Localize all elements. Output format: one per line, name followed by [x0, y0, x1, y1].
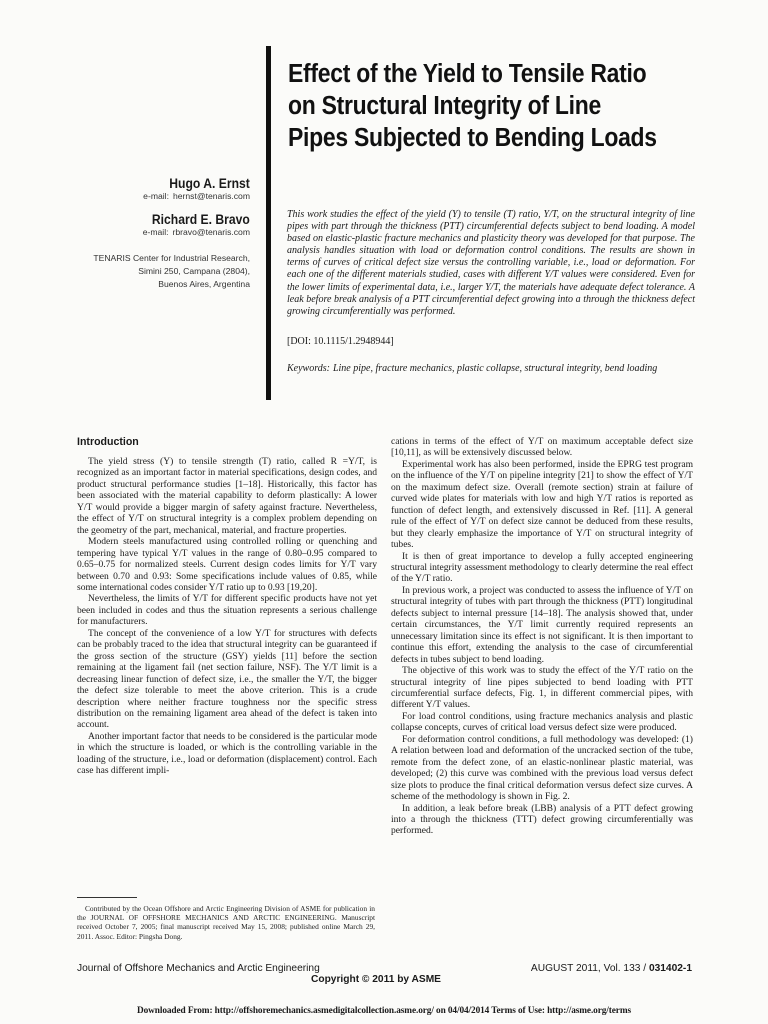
body-paragraph: cations in terms of the effect of Y/T on maximum acceptable defect size [10,11], as will be extensively discussed below. [391, 436, 693, 459]
doi: [DOI: 10.1115/1.2948944] [287, 336, 394, 347]
right-column [391, 436, 693, 837]
author-name: Hugo A. Ernst [169, 176, 250, 191]
paper-title: Effect of the Yield to Tensile Ratio on Structural Integrity of Line Pipes Subjected to Bending Loads [288, 60, 657, 152]
abstract: This work studies the effect of the yield (Y) to tensile (T) ratio, Y/T, on the structural integrity of line pipes with part through the thickness (PTT) circumferential defects subject to bend loading. A model based on elastic-plastic fracture mechanics and plasticity theory was developed for that purpose. The analysis handles situation with load or deformation control conditions. The results are shown in terms of curves of critical defect size versus the controlling variable, i.e., load or deformation. For each one of the different materials studied, cases with different Y/T values were considered. Even for the lower limits of experimental data, i.e., larger Y/T, the materials have adequate defect tolerance. A leak before break analysis of a PTT circumferential defect growing into a through the thickness defect growing circumferentially was performed. [287, 209, 695, 317]
footer-journal: Journal of Offshore Mechanics and Arctic Engineering [77, 963, 320, 974]
author-email [141, 227, 250, 237]
body-paragraph: The yield stress (Y) to tensile strength (T) ratio, called R =Y/T, is recognized as an important factor in material specifications, design codes, and product structural performance studies [1–18]. Historically, this factor has been associated with the material capability to deform plastically: A lower Y/T would provide a bigger margin of safety against fracture. Nevertheless, the effect of Y/T on structural integrity is a complex problem depending on the geometry of the part, mechanical, material, and fracture properties. [77, 456, 377, 536]
affiliation-line: TENARIS Center for Industrial Research, [93, 253, 250, 263]
download-notice: Downloaded From: http://offshoremechanics.asmedigitalcollection.asme.org/ on 04/04/2014 Terms of Use: http://asme.org/terms [137, 1006, 631, 1016]
author-name: Richard E. Bravo [152, 212, 250, 227]
keywords-label: Keywords: [287, 363, 330, 374]
body-paragraph: Modern steels manufactured using controlled rolling or quenching and tempering have typical Y/T values in the range of 0.80–0.95 compared to 0.65–0.75 for normalized steels. Current design codes limits for Y/T vary between 0.70 and 0.93: Some specifications include values of 0.85, while some international codes consider Y/T ratio up to 0.93 [19,20]. [77, 536, 377, 593]
body-paragraph: Experimental work has also been performed, inside the EPRG test program on the influence of the Y/T on pipeline integrity [21] to show the effect of Y/T on the maximum defect size. Overall (remote section) strain at failure of curved wide plates for materials with low and high Y/T ratios is reported as function of defect length, and extensively discussed in Ref. [11]. A general rule of the effect of Y/T on defect size cannot be deduced from these results, but they clearly emphasize the importance of Y/T on structural integrity of tubes. [391, 458, 693, 551]
body-paragraph: It is then of great importance to develop a fully accepted engineering structural integrity assessment methodology to clearly determine the real effect of the Y/T ratio. [391, 550, 693, 585]
footnote-rule [77, 897, 137, 898]
email-label: e-mail: [142, 227, 169, 237]
body-paragraph: Another important factor that needs to be considered is the particular mode in which the structure is loaded, or which is the controlling variable in the loading of the structure, i.e., load or deformation (displacement) control. Each case has different impli- [77, 730, 377, 777]
affiliation-line: Buenos Aires, Argentina [158, 279, 250, 289]
footer-issue-block [531, 963, 692, 974]
author-block [141, 212, 250, 237]
footer-separator: / [643, 963, 647, 974]
email-label: e-mail: [143, 191, 169, 201]
body-paragraph: In previous work, a project was conducted to assess the influence of Y/T on structural integrity of tubes with part through the thickness (PTT) longitudinal defects subject to internal pressure [14–18]. The analysis showed that, under certain circumstances, the Y/T limit currently required represents an unnecessary limitation since its effect is not significant. It is then important to continue this effort, extending the analysis to the case of circumferential defects in tubes subject to bend loading. [391, 584, 693, 665]
author-block [143, 176, 250, 201]
body-paragraph: The concept of the convenience of a low Y/T for structures with defects can be probably traced to the idea that structural integrity can be guaranteed if the gross section of the structure (GSY) yields [11] before the section remaining at the ligament fail (net section failure, NSF). The Y/T limit is a decreasing linear function of defect size, i.e., the smaller the Y/T, the bigger the defect size tolerable to meet the above criterion. This is a crude description where neither fracture toughness nor the specific stress distribution on the remaining ligament area ahead of the defect is taken into account. [77, 627, 377, 731]
author-email [143, 191, 250, 201]
keywords [287, 363, 695, 375]
body-paragraph: Nevertheless, the limits of Y/T for different specific products have not yet been included in codes and thus the situation represents a serious challenge for manufacturers. [77, 593, 377, 628]
footer-page-number: 031402-1 [648, 963, 692, 974]
title-rule [266, 46, 271, 400]
footer-copyright: Copyright © 2011 by ASME [311, 974, 441, 985]
affiliation-line: Simini 250, Campana (2804), [138, 266, 250, 276]
email-address: hernst@tenaris.com [172, 191, 250, 201]
body-paragraph: The objective of this work was to study the effect of the Y/T ratio on the structural integrity of line pipes subjected to bend loading with PTT circumferential surface defects, Fig. 1, in different commercial pipes, with different Y/T values. [391, 665, 693, 711]
keywords-text: Line pipe, fracture mechanics, plastic collapse, structural integrity, bend loading [332, 363, 658, 374]
body-paragraph: For deformation control conditions, a full methodology was developed: (1) A relation between load and deformation of the uncracked section of the tube, remote from the defect zone, of an elastic-nonlinear plastic material, was developed; (2) this curve was combined with the previous load versus defect size plots to produce the final critical deformation versus defect size curves. A scheme of the methodology is shown in Fig. 2. [391, 733, 693, 803]
footnote: Contributed by the Ocean Offshore and Arctic Engineering Division of ASME for publication in the JOURNAL OF OFFSHORE MECHANICS AND ARCTIC ENGINEERING. Manuscript received October 7, 2005; final manuscript received May 15, 2008; published online March 29, 2011. Assoc. Editor: Pingsha Dong. [77, 904, 375, 941]
footer-issue: AUGUST 2011, Vol. 133 [530, 963, 641, 974]
affiliation [50, 252, 250, 291]
email-address: rbravo@tenaris.com [172, 227, 250, 237]
section-heading: Introduction [77, 436, 139, 448]
body-paragraph: For load control conditions, using fracture mechanics analysis and plastic collapse concepts, curves of critical load versus defect size were produced. [391, 710, 693, 734]
left-column [77, 436, 377, 777]
body-paragraph: In addition, a leak before break (LBB) analysis of a PTT defect growing into a through the thickness (TTT) defect growing circumferentially was performed. [391, 802, 693, 837]
